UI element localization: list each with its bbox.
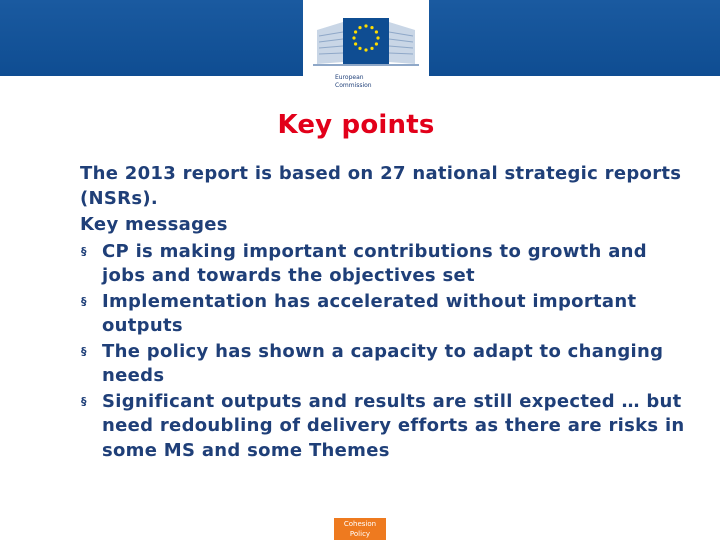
logo-line-european: European <box>335 74 364 81</box>
european-commission-logo <box>303 0 429 102</box>
slide-title <box>0 110 712 140</box>
logo-line-commission: Commission <box>335 82 372 89</box>
list-item <box>80 340 690 389</box>
berlaymont-building-icon <box>313 4 419 68</box>
bullet-marker: § <box>81 294 87 308</box>
slide-body <box>80 162 690 464</box>
bullet-marker: § <box>81 394 87 408</box>
key-messages-heading: Key messages <box>80 214 228 235</box>
badge-line-policy: Policy <box>349 530 371 538</box>
list-item <box>80 290 690 339</box>
bullet-text: Implementation has accelerated without important outputs <box>102 290 637 336</box>
cohesion-policy-badge <box>334 518 386 540</box>
bullet-text: CP is making important contributions to growth and jobs and towards the objectives set <box>102 240 647 286</box>
list-item <box>80 240 690 289</box>
bullet-marker: § <box>81 244 87 258</box>
slide-title-text: Key points <box>277 110 435 140</box>
list-item <box>80 390 690 464</box>
bullet-text: The policy has shown a capacity to adapt to changing needs <box>102 340 664 386</box>
intro-paragraph: The 2013 report is based on 27 national strategic reports (NSRs). <box>80 163 682 209</box>
logo-text <box>335 74 415 90</box>
bullet-marker: § <box>81 344 87 358</box>
key-messages-list <box>80 240 690 464</box>
bullet-text: Significant outputs and results are still expected … but need redoubling of delivery efforts as there are risks in some MS and some Themes <box>102 390 685 461</box>
badge-line-cohesion: Cohesion <box>343 520 377 528</box>
